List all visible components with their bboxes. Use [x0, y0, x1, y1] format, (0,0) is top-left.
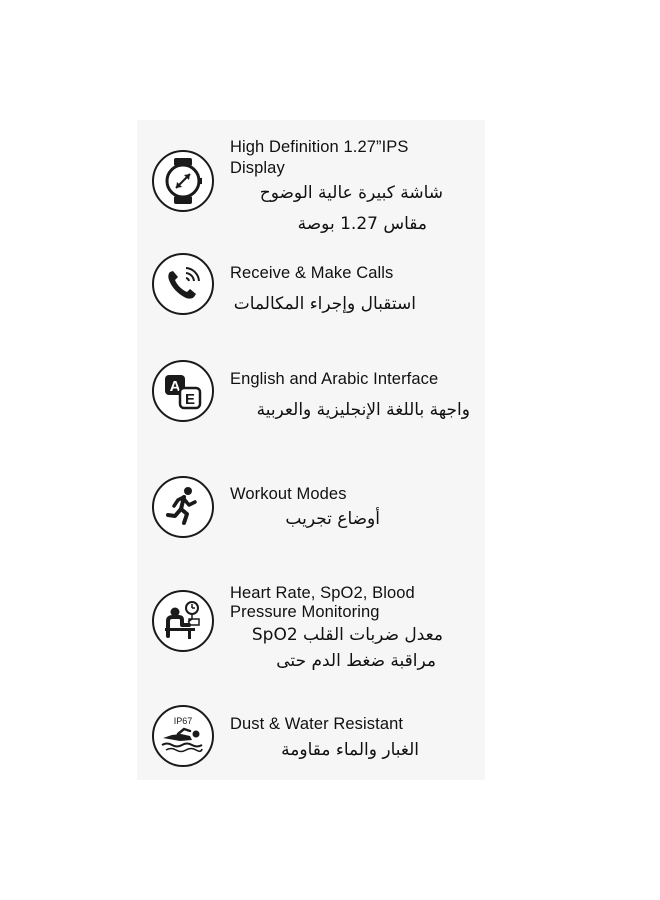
- feature-arabic-line1: أوضاع تجريب: [285, 509, 380, 529]
- feature-calls: [150, 252, 480, 322]
- runner-icon: [152, 476, 214, 538]
- feature-title-line1: Workout Modes: [230, 485, 347, 503]
- feature-title-line1: High Definition 1.27”IPS: [230, 138, 409, 156]
- smartwatch-display-icon: [152, 150, 214, 212]
- feature-arabic-line2: مقاس 1.27 بوصة: [297, 214, 427, 234]
- feature-language: [150, 360, 480, 430]
- svg-text:E: E: [184, 391, 196, 408]
- feature-arabic-line1: استقبال وإجراء المكالمات: [233, 294, 416, 314]
- feature-arabic-line1: شاشة كبيرة عالية الوضوح: [259, 183, 443, 203]
- feature-workout: [150, 475, 480, 545]
- feature-health: [150, 580, 480, 680]
- feature-title-line1: Dust & Water Resistant: [230, 715, 404, 733]
- feature-title-line2: Display: [230, 159, 285, 177]
- feature-title-line1: English and Arabic Interface: [230, 370, 439, 388]
- feature-title-line1: Receive & Make Calls: [230, 264, 394, 282]
- feature-arabic-line1: معدل ضربات القلب SpO2: [251, 625, 443, 645]
- language-a-e-icon: [152, 360, 214, 422]
- feature-title-line2: Pressure Monitoring: [230, 603, 380, 621]
- health-monitor-icon: [152, 590, 214, 652]
- feature-arabic-line1: واجهة باللغة الإنجليزية والعربية: [256, 400, 470, 420]
- feature-title-line1: Heart Rate, SpO2, Blood: [230, 584, 415, 602]
- feature-arabic-line1: الغبار والماء مقاومة: [281, 740, 419, 760]
- ip67-label: IP67: [173, 716, 193, 726]
- phone-call-icon: [152, 253, 214, 315]
- feature-display: [150, 138, 480, 245]
- feature-water-resistance: [150, 705, 480, 775]
- swimmer-ip67-icon: [152, 705, 214, 767]
- feature-arabic-line2: مراقبة ضغط الدم حتى: [276, 651, 436, 671]
- svg-text:A: A: [169, 378, 181, 395]
